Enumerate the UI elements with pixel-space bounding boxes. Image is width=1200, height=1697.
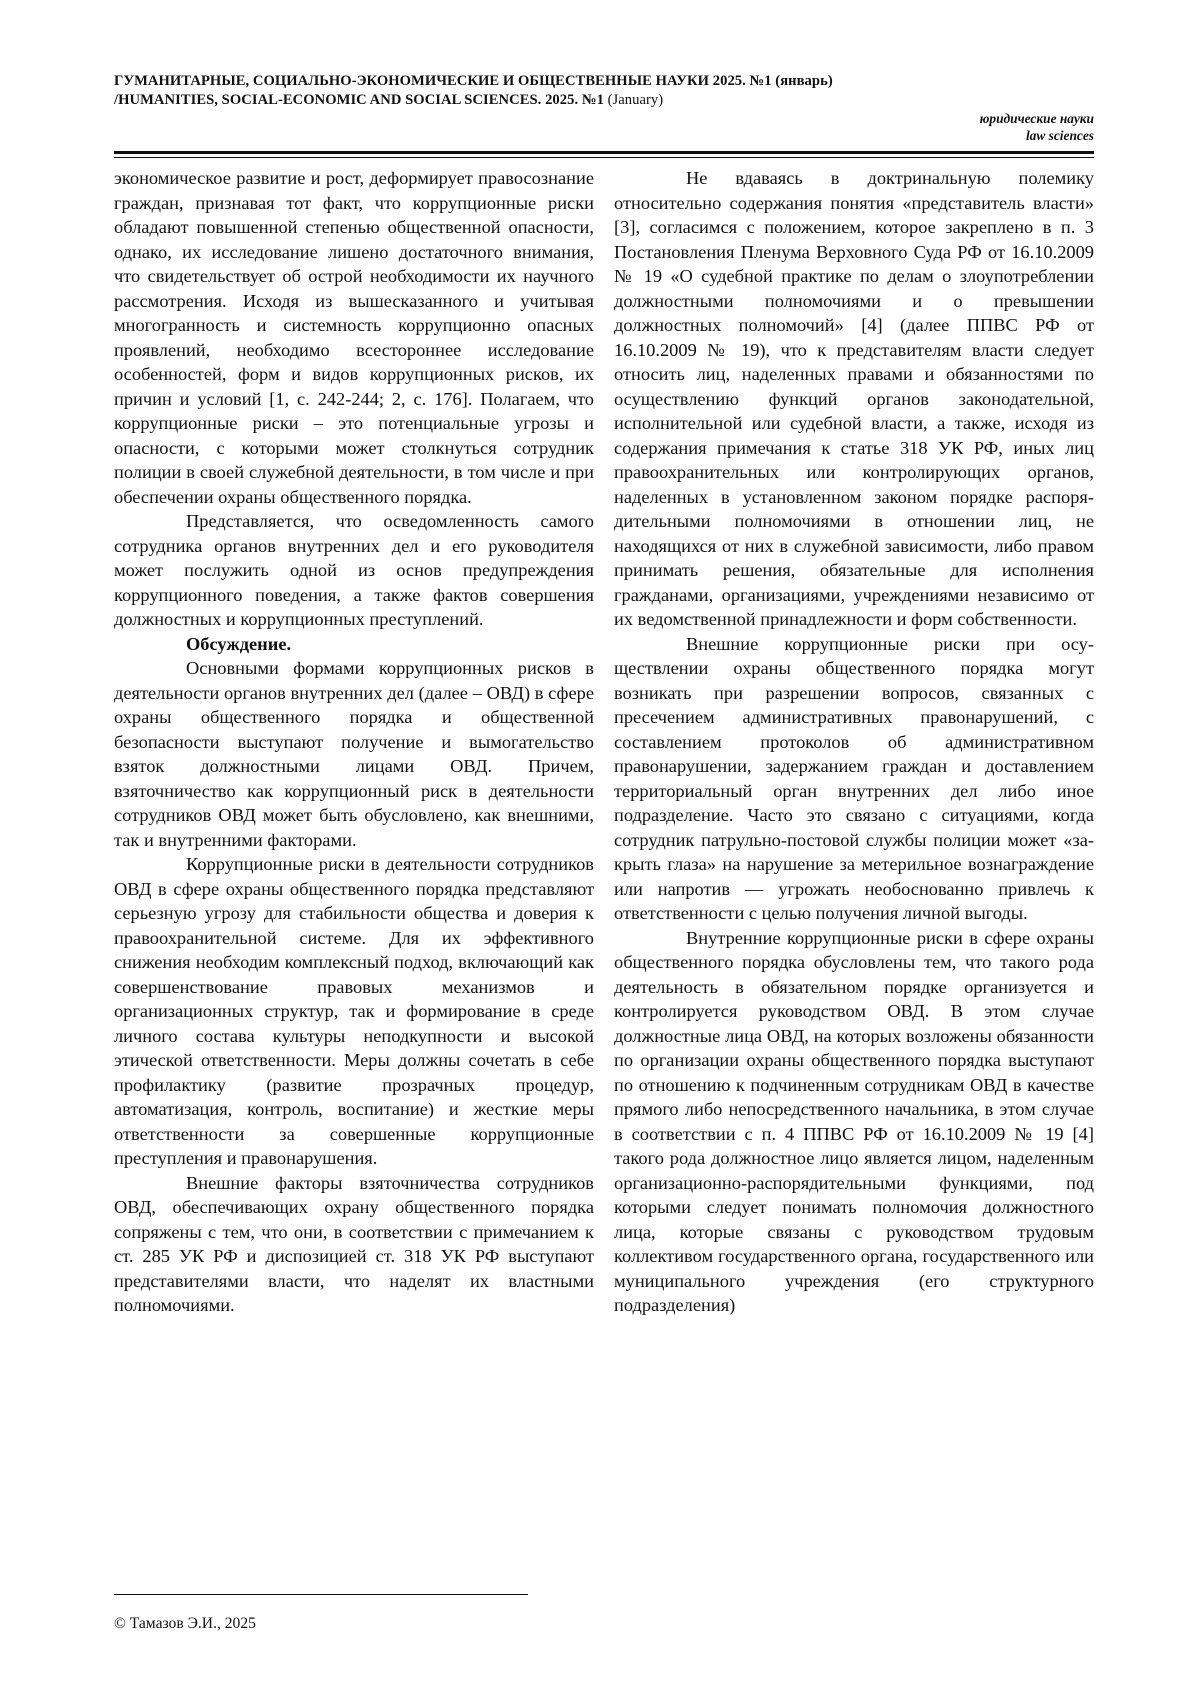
rubric-ru: юридические науки	[979, 111, 1094, 126]
paragraph: Коррупционные риски в деятельности сотрудников ОВД в сфере охраны общественного порядка представляют серьезную угрозу для стабильности общества и доверия к правоохранительной системе. Для их эффективного снижения необходим комплексный подход, включающий как совершенствование правовых механизмов и организационных структур, так и формирование в среде личного состава культуры неподкупности и высокой этической ответственности. Меры должны сочетать в себе профилактику (развитие прозрачных процедур, автоматизация, контроль, воспитание) и жесткие меры ответственности за совершенные коррупционные преступления и правонарушения.	[114, 854, 594, 1168]
journal-title-en	[114, 91, 1094, 110]
paragraph: Представляется, что осведомленность самого сотрудника органов внутренних дел и его руководителя может послужить одной из основ предупреждения коррупционного поведения, а также фактов совершения должностных и коррупционных преступлений.	[114, 511, 594, 629]
journal-title-en-month: (January)	[603, 92, 664, 108]
header-rule-thin	[114, 157, 1094, 158]
right-column	[614, 166, 1094, 1318]
rubric-en: law sciences	[1025, 128, 1094, 143]
paragraph: Внутренние коррупционные риски в сфере охраны общественного порядка обусловлены тем, что такого рода деятельность в обязательном порядке организуется и контролируется руководством ОВД. В этом случае должностные лица ОВД, на которых возложены обязанности по организации охраны общественного порядка выступают по отношению к подчиненным сотрудникам ОВД в качестве прямого либо непосредственного начальника, в этом случае в соответствии с п. 4 ППВС РФ от 16.10.2009 № 19 [4] такого рода должностное лицо является лицом, наделенным организационно-распорядительными функциями, под которыми следует понимать полномочия должностного лица, которые связаны с руководством трудовым коллективом государственного органа, государственного или муниципального учреждения (его структурного подразделения)	[614, 927, 1094, 1315]
paragraph: Внешние факторы взяточничества сотрудников ОВД, обеспечивающих охрану общественного порядка сопряжены с тем, что они, в соответствии с примечанием к ст. 285 УК РФ и диспозицией ст. 318 УК РФ выступают представителями власти, что наделят их властными полномочиями.	[114, 1172, 594, 1315]
header-rule-thick	[114, 151, 1094, 154]
running-header	[114, 72, 1094, 110]
journal-title-ru: ГУМАНИТАРНЫЕ, СОЦИАЛЬНО-ЭКОНОМИЧЕСКИЕ И ОБЩЕСТВЕННЫЕ НАУКИ 2025. №1 (январь)	[114, 73, 833, 89]
paragraph: Внешние коррупционные риски при осуществлении охраны общественного порядка могут возникать при разрешении вопросов, связанных с пресечением административных правонарушений, с составлением протоколов об административном правонарушении, задержанием граждан и доставлением территориальный орган внутренних дел либо иное подразделение. Часто это связано с ситуациями, когда сотрудник патрульно-постовой службы полиции может «закрыть глаза» на нарушение за метерильное вознаграждение или напротив — угрожать необоснованно привлечь к ответственности с целью получения личной выгоды.	[614, 633, 1094, 923]
footnote-rule	[114, 1594, 528, 1595]
journal-title-en-main: /HUMANITIES, SOCIAL-ECONOMIC AND SOCIAL SCIENCES. 2025. №1	[114, 92, 604, 108]
left-column	[114, 166, 594, 1318]
paragraph: экономическое развитие и рост, деформирует правосознание граждан, признавая тот факт, что коррупционные риски обладают повышенной степенью общественной опасности, однако, их исследование лишено достаточного внимания, что свидетельствует об острой необходимости их научного рассмотрения. Исходя из вышесказанного и учитывая многогранность и системность коррупционно опасных проявлений, необходимо всестороннее исследование особенностей, форм и видов коррупционных рисков, их причин и условий [1, с. 242-244; 2, с. 176]. Полагаем, что коррупционные риски – это потенциальные угрозы и опасности, с которыми может столкнуться сотрудник полиции в своей служебной деятельности, в том числе и при обеспечении охраны общественного порядка.	[114, 168, 594, 507]
paragraph: Основными формами коррупционных рисков в деятельности органов внутренних дел (далее – ОВД) в сфере охраны общественного порядка и общественной безопасности выступают получение и вымогательство взяток должностными лицами ОВД. Причем, взяточничество как коррупционный риск в деятельности сотрудников ОВД может быть обусловлено, как внешними, так и внутренними факторами.	[114, 658, 594, 850]
section-rubric	[980, 110, 1094, 144]
paragraph: Не вдаваясь в доктринальную полемику относительно содержания понятия «представитель власти» [3], согласимся с положением, которое закреплено в п. 3 Постановления Пленума Верховного Суда РФ от 16.10.2009 № 19 «О судебной практике по делам о злоупотреблении должностными полномочиями и о превышении должностных полномочий» [4] (далее ППВС РФ от 16.10.2009 № 19), что к представителям власти следует относить лиц, наделенных правами и обязанностями по осуществлению функций органов законодательной, исполнительной или судебной власти, а также, исходя из содержания примечания к статье 318 УК РФ, иных лиц правоохранительных или контролирующих органов, наделенных в установленном законом порядке распорядительными полномочиями в отношении лиц, не находящихся от них в служебной зависимости, либо правом принимать решения, обязательные для исполнения гражданами, организациями, учреждениями независимо от их ведомственной принадлежности и форм собственности.	[614, 168, 1094, 629]
copyright-note: © Тамазов Э.И., 2025	[114, 1615, 256, 1632]
section-heading: Обсуждение.	[186, 633, 292, 654]
